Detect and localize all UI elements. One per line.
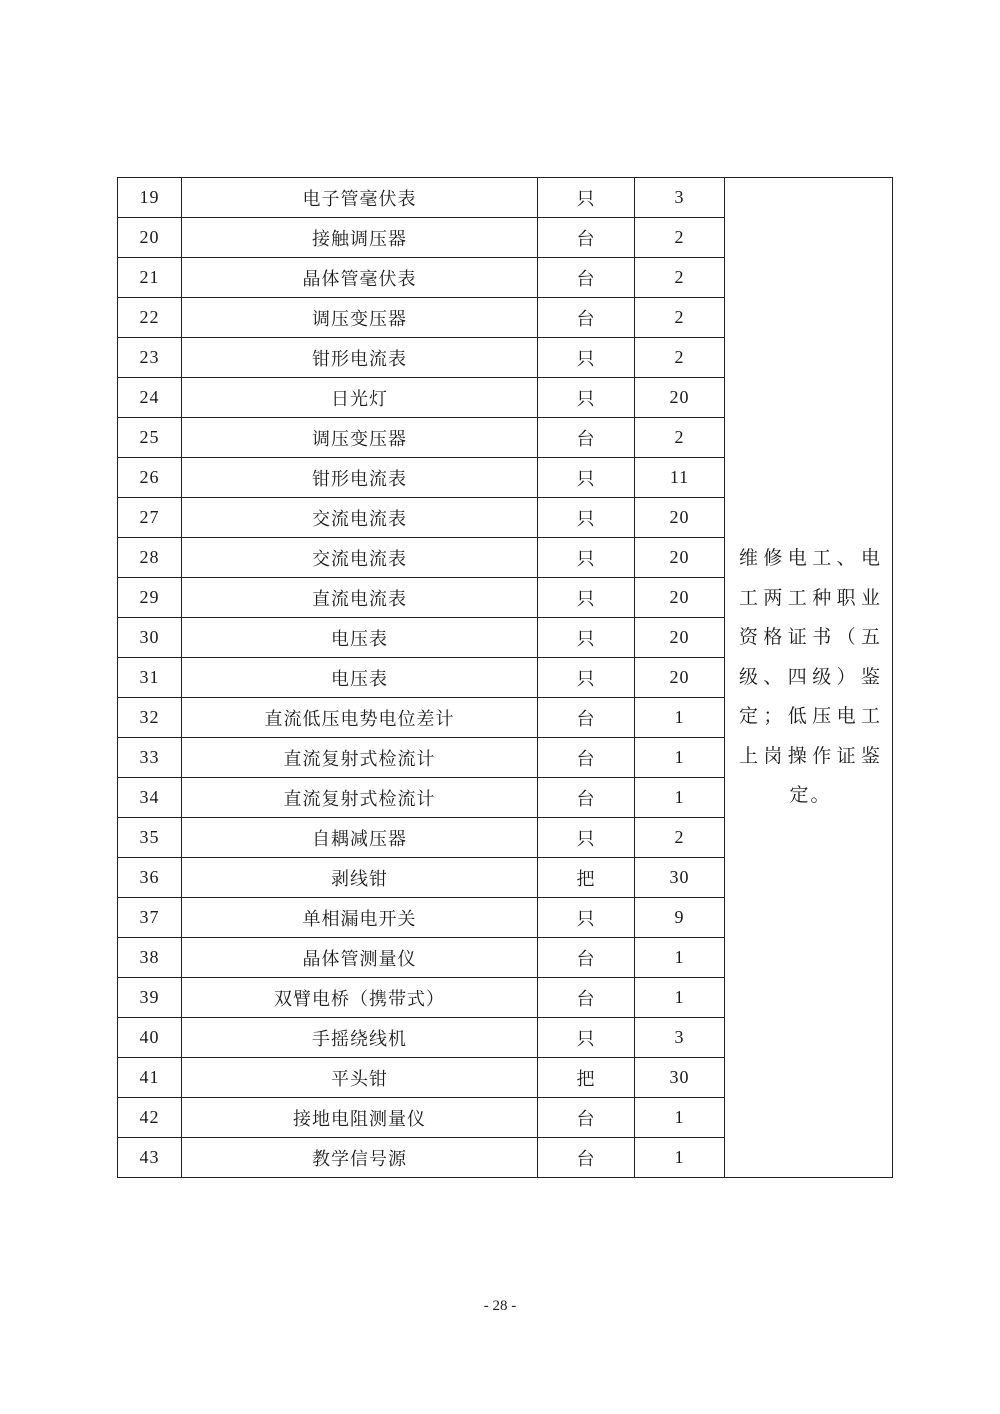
row-number-cell: 33 <box>118 738 182 778</box>
unit-cell: 把 <box>538 1058 635 1098</box>
unit-cell: 台 <box>538 778 635 818</box>
unit-cell: 只 <box>538 818 635 858</box>
unit-cell: 只 <box>538 338 635 378</box>
equipment-name-cell: 剥线钳 <box>182 858 538 898</box>
quantity-cell: 1 <box>635 698 725 738</box>
quantity-cell: 20 <box>635 658 725 698</box>
row-number-cell: 35 <box>118 818 182 858</box>
row-number-cell: 42 <box>118 1098 182 1138</box>
equipment-name-cell: 平头钳 <box>182 1058 538 1098</box>
quantity-cell: 20 <box>635 618 725 658</box>
equipment-name-cell: 日光灯 <box>182 378 538 418</box>
row-number-cell: 20 <box>118 218 182 258</box>
unit-cell: 台 <box>538 298 635 338</box>
equipment-name-cell: 手摇绕线机 <box>182 1018 538 1058</box>
equipment-name-cell: 双臂电桥（携带式） <box>182 978 538 1018</box>
unit-cell: 只 <box>538 1018 635 1058</box>
unit-cell: 只 <box>538 578 635 618</box>
quantity-cell: 1 <box>635 978 725 1018</box>
equipment-name-cell: 教学信号源 <box>182 1138 538 1178</box>
quantity-cell: 9 <box>635 898 725 938</box>
equipment-name-cell: 交流电流表 <box>182 498 538 538</box>
equipment-name-cell: 钳形电流表 <box>182 458 538 498</box>
unit-cell: 只 <box>538 538 635 578</box>
unit-cell: 台 <box>538 258 635 298</box>
quantity-cell: 2 <box>635 818 725 858</box>
row-number-cell: 30 <box>118 618 182 658</box>
unit-cell: 只 <box>538 498 635 538</box>
quantity-cell: 1 <box>635 738 725 778</box>
page-number: - 28 - <box>483 1298 517 1314</box>
unit-cell: 只 <box>538 618 635 658</box>
row-number-cell: 23 <box>118 338 182 378</box>
equipment-name-cell: 直流电流表 <box>182 578 538 618</box>
equipment-table <box>117 177 893 1178</box>
equipment-name-cell: 直流低压电势电位差计 <box>182 698 538 738</box>
equipment-name-cell: 自耦减压器 <box>182 818 538 858</box>
equipment-name-cell: 电压表 <box>182 658 538 698</box>
row-number-cell: 24 <box>118 378 182 418</box>
quantity-cell: 2 <box>635 298 725 338</box>
unit-cell: 台 <box>538 1138 635 1178</box>
row-number-cell: 34 <box>118 778 182 818</box>
quantity-cell: 2 <box>635 258 725 298</box>
unit-cell: 台 <box>538 698 635 738</box>
row-number-cell: 27 <box>118 498 182 538</box>
quantity-cell: 2 <box>635 418 725 458</box>
unit-cell: 台 <box>538 418 635 458</box>
quantity-cell: 11 <box>635 458 725 498</box>
unit-cell: 只 <box>538 898 635 938</box>
equipment-name-cell: 钳形电流表 <box>182 338 538 378</box>
row-number-cell: 43 <box>118 1138 182 1178</box>
row-number-cell: 21 <box>118 258 182 298</box>
quantity-cell: 1 <box>635 938 725 978</box>
equipment-name-cell: 调压变压器 <box>182 298 538 338</box>
row-number-cell: 41 <box>118 1058 182 1098</box>
equipment-name-cell: 电压表 <box>182 618 538 658</box>
remark-cell <box>725 178 893 1178</box>
equipment-name-cell: 接地电阻测量仪 <box>182 1098 538 1138</box>
quantity-cell: 1 <box>635 1098 725 1138</box>
quantity-cell: 30 <box>635 858 725 898</box>
unit-cell: 只 <box>538 458 635 498</box>
unit-cell: 只 <box>538 378 635 418</box>
row-number-cell: 28 <box>118 538 182 578</box>
table-row <box>118 178 893 218</box>
row-number-cell: 19 <box>118 178 182 218</box>
row-number-cell: 25 <box>118 418 182 458</box>
equipment-name-cell: 调压变压器 <box>182 418 538 458</box>
row-number-cell: 32 <box>118 698 182 738</box>
row-number-cell: 31 <box>118 658 182 698</box>
quantity-cell: 20 <box>635 378 725 418</box>
row-number-cell: 37 <box>118 898 182 938</box>
equipment-name-cell: 晶体管测量仪 <box>182 938 538 978</box>
equipment-name-cell: 接触调压器 <box>182 218 538 258</box>
unit-cell: 把 <box>538 858 635 898</box>
unit-cell: 台 <box>538 938 635 978</box>
equipment-name-cell: 直流复射式检流计 <box>182 778 538 818</box>
quantity-cell: 30 <box>635 1058 725 1098</box>
quantity-cell: 3 <box>635 1018 725 1058</box>
quantity-cell: 1 <box>635 1138 725 1178</box>
quantity-cell: 20 <box>635 578 725 618</box>
row-number-cell: 26 <box>118 458 182 498</box>
unit-cell: 台 <box>538 738 635 778</box>
unit-cell: 台 <box>538 218 635 258</box>
unit-cell: 只 <box>538 178 635 218</box>
unit-cell: 台 <box>538 978 635 1018</box>
row-number-cell: 39 <box>118 978 182 1018</box>
equipment-table-body <box>118 178 893 1178</box>
quantity-cell: 2 <box>635 218 725 258</box>
quantity-cell: 20 <box>635 538 725 578</box>
row-number-cell: 22 <box>118 298 182 338</box>
unit-cell: 台 <box>538 1098 635 1138</box>
row-number-cell: 38 <box>118 938 182 978</box>
quantity-cell: 3 <box>635 178 725 218</box>
row-number-cell: 29 <box>118 578 182 618</box>
row-number-cell: 36 <box>118 858 182 898</box>
unit-cell: 只 <box>538 658 635 698</box>
quantity-cell: 1 <box>635 778 725 818</box>
equipment-name-cell: 电子管毫伏表 <box>182 178 538 218</box>
equipment-name-cell: 直流复射式检流计 <box>182 738 538 778</box>
quantity-cell: 2 <box>635 338 725 378</box>
quantity-cell: 20 <box>635 498 725 538</box>
equipment-name-cell: 单相漏电开关 <box>182 898 538 938</box>
row-number-cell: 40 <box>118 1018 182 1058</box>
remark-text: 维修电工、电工两工种职业资格证书（五级、四级）鉴定；低压电工上岗操作证鉴定。 <box>739 547 882 807</box>
equipment-name-cell: 晶体管毫伏表 <box>182 258 538 298</box>
equipment-name-cell: 交流电流表 <box>182 538 538 578</box>
